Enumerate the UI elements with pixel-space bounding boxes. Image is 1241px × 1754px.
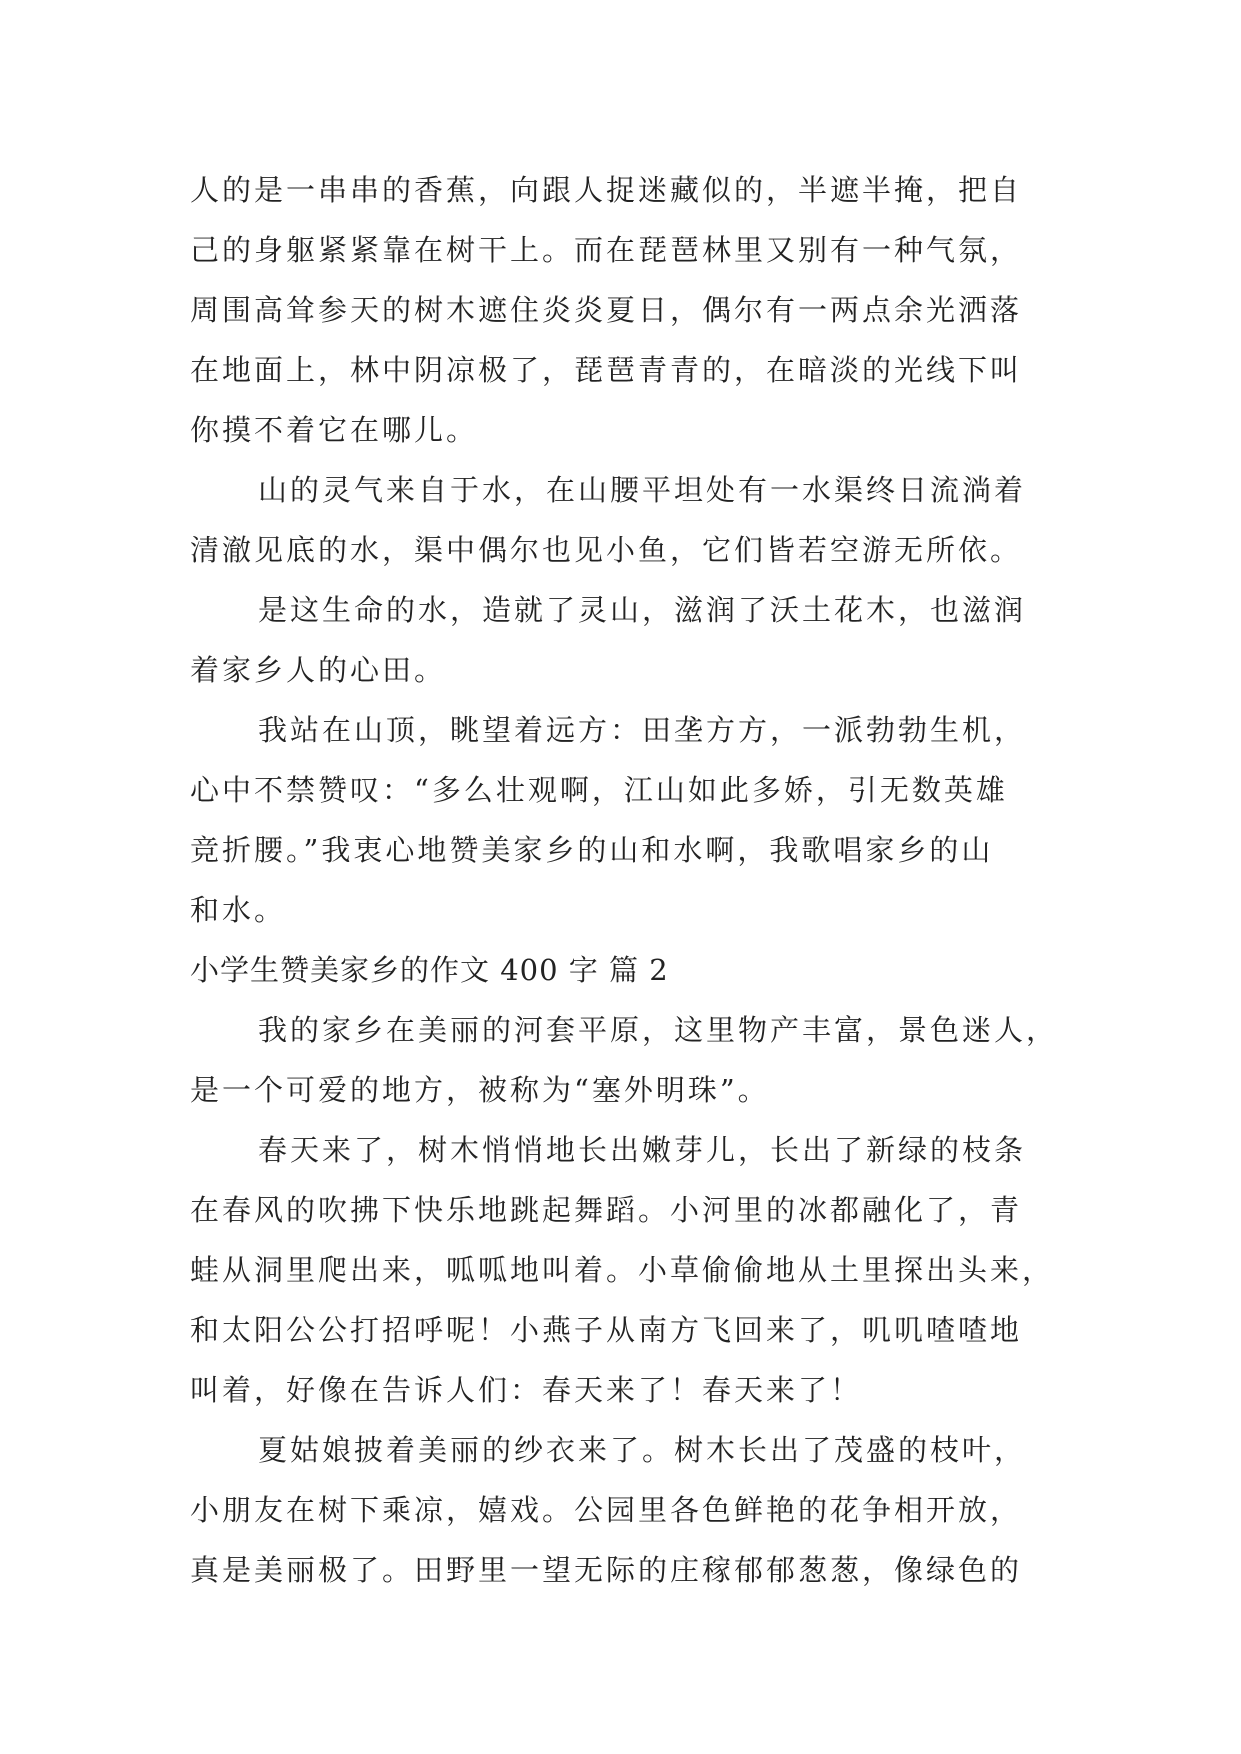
- text-line: 夏姑娘披着美丽的纱衣来了。树木长出了茂盛的枝叶，: [258, 1433, 1027, 1467]
- text-line: 是一个可爱的地方，被称为“塞外明珠”。: [190, 1073, 770, 1107]
- text-line: 着家乡人的心田。: [190, 653, 447, 687]
- paragraph: [190, 580, 1060, 700]
- text-line: 竞折腰。”我衷心地赞美家乡的山和水啊，我歌唱家乡的山: [190, 833, 994, 867]
- text-line: 叫着，好像在告诉人们：春天来了！春天来了！: [190, 1373, 863, 1407]
- text-line: 人的是一串串的香蕉，向跟人捉迷藏似的，半遮半掩，把自: [190, 173, 1023, 207]
- text-line: 和太阳公公打招呼呢！小燕子从南方飞回来了，叽叽喳喳地: [190, 1313, 1023, 1347]
- text-line: 蛙从洞里爬出来，呱呱地叫着。小草偷偷地从土里探出头来，: [190, 1253, 1055, 1287]
- text-line: 周围高耸参天的树木遮住炎炎夏日，偶尔有一两点余光洒落: [190, 293, 1023, 327]
- text-line: 在地面上，林中阴凉极了，琵琶青青的，在暗淡的光线下叫: [190, 353, 1023, 387]
- paragraph: [190, 700, 1060, 940]
- text-line: 小朋友在树下乘凉，嬉戏。公园里各色鲜艳的花争相开放，: [190, 1493, 1023, 1527]
- section-heading: [190, 940, 1060, 1000]
- text-line: 山的灵气来自于水，在山腰平坦处有一水渠终日流淌着: [258, 473, 1027, 507]
- text-line: 清澈见底的水，渠中偶尔也见小鱼，它们皆若空游无所依。: [190, 533, 1023, 567]
- paragraph: [190, 1000, 1060, 1120]
- paragraph: [190, 460, 1060, 580]
- paragraph: [190, 160, 1060, 460]
- text-line: 在春风的吹拂下快乐地跳起舞蹈。小河里的冰都融化了，青: [190, 1193, 1023, 1227]
- text-line: 你摸不着它在哪儿。: [190, 413, 479, 447]
- text-line: 心中不禁赞叹：“多么壮观啊，江山如此多娇，引无数英雄: [190, 773, 1008, 807]
- paragraph: [190, 1120, 1060, 1420]
- document-page: [190, 160, 1060, 1600]
- text-line: 我的家乡在美丽的河套平原，这里物产丰富，景色迷人，: [258, 1013, 1059, 1047]
- text-line: 是这生命的水，造就了灵山，滋润了沃土花木，也滋润: [258, 593, 1027, 627]
- heading-text: 小学生赞美家乡的作文 400 字 篇 2: [190, 953, 669, 987]
- text-line: 和水。: [190, 893, 287, 927]
- text-line: 真是美丽极了。田野里一望无际的庄稼郁郁葱葱，像绿色的: [190, 1553, 1023, 1587]
- text-line: 我站在山顶，眺望着远方：田垄方方，一派勃勃生机，: [258, 713, 1027, 747]
- text-line: 己的身躯紧紧靠在树干上。而在琵琶林里又别有一种气氛，: [190, 233, 1023, 267]
- paragraph: [190, 1420, 1060, 1600]
- text-line: 春天来了，树木悄悄地长出嫩芽儿，长出了新绿的枝条: [258, 1133, 1027, 1167]
